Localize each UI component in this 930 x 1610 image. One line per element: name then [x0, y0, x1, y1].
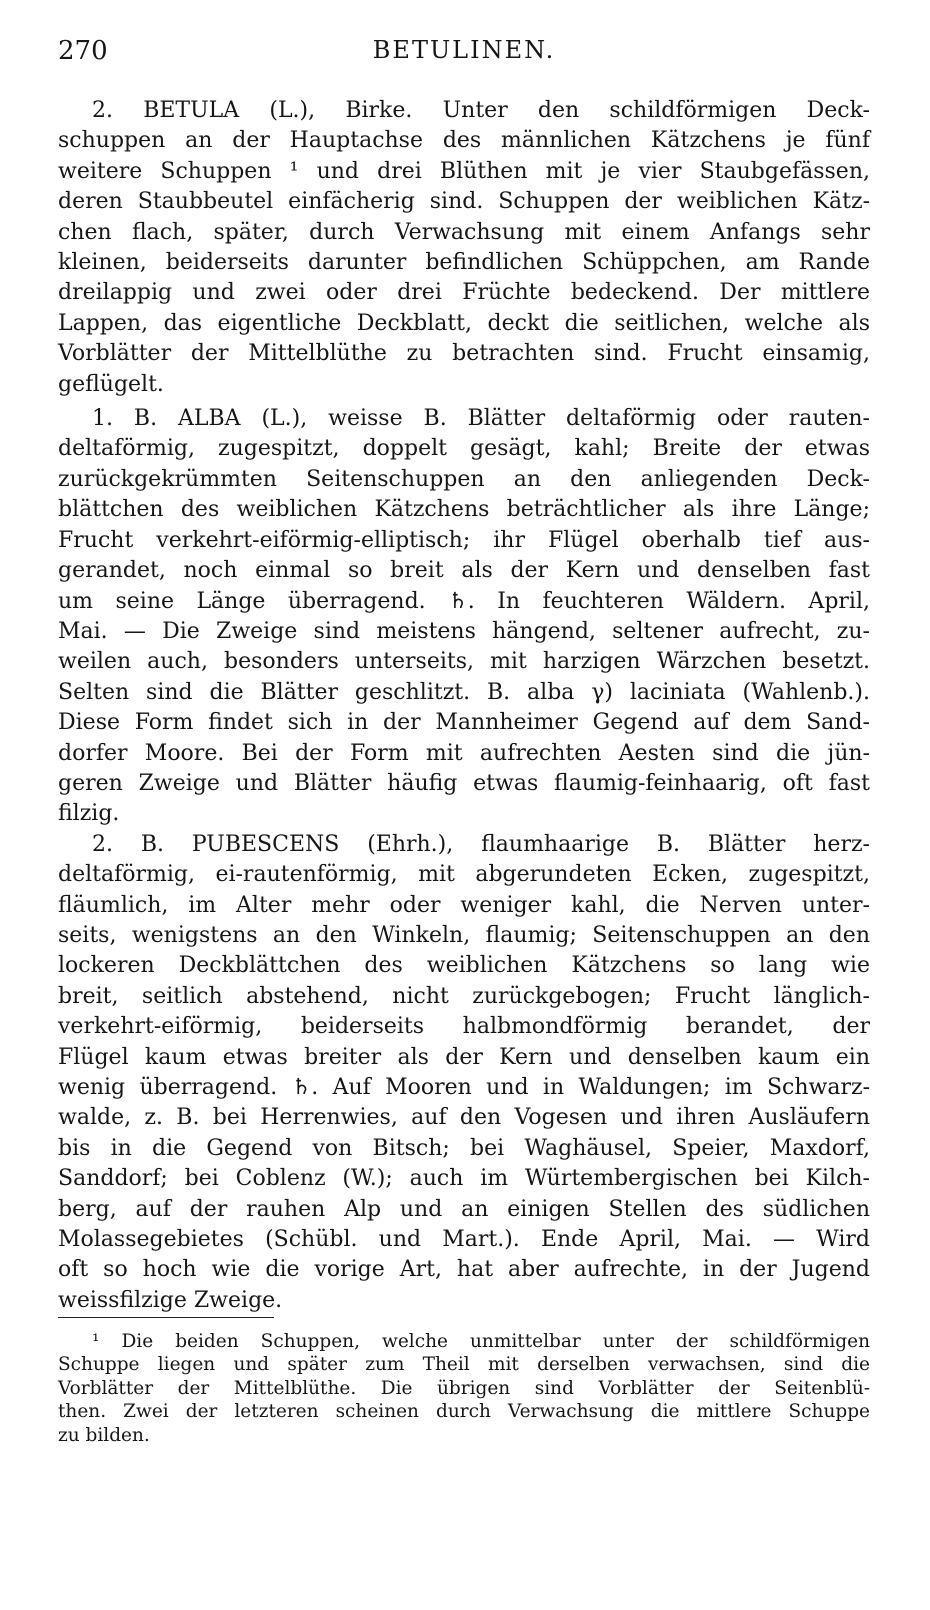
text-line: dreilappig und zwei oder drei Früchte bedeckend. Der mittlere	[58, 280, 870, 306]
text-line: bis in die Gegend von Bitsch; bei Waghäusel, Speier, Maxdorf,	[58, 1135, 870, 1161]
text-line: deltaförmig, ei-rautenförmig, mit abgerundeten Ecken, zugespitzt,	[58, 862, 870, 888]
text-line: fläumlich, im Alter mehr oder weniger kahl, die Nerven unter-	[58, 892, 870, 918]
footnote-line: zu bilden.	[58, 1424, 150, 1446]
text-line: 2. BETULA (L.), Birke. Unter den schildförmigen Deck-	[92, 98, 870, 123]
page-number: 270	[58, 36, 108, 66]
text-line: blättchen des weiblichen Kätzchens beträchtlicher als ihre Länge;	[58, 497, 870, 523]
text-line: Molassegebietes (Schübl. und Mart.). Ende April, Mai. — Wird	[58, 1227, 870, 1253]
text-line: oft so hoch wie die vorige Art, hat aber aufrechte, in der Jugend	[58, 1257, 870, 1283]
text-line: weilen auch, besonders unterseits, mit harzigen Wärzchen besetzt.	[58, 649, 870, 675]
footnote-line: ¹ Die beiden Schuppen, welche unmittelbar unter der schildförmigen	[92, 1331, 870, 1352]
footnote-divider	[58, 1317, 274, 1318]
text-line: deltaförmig, zugespitzt, doppelt gesägt, kahl; Breite der etwas	[58, 436, 870, 462]
text-line: filzig.	[58, 801, 120, 827]
text-line: dorfer Moore. Bei der Form mit aufrechten Aesten sind die jün-	[58, 740, 870, 766]
text-line: Mai. — Die Zweige sind meistens hängend, seltener aufrecht, zu-	[58, 618, 870, 644]
running-head: BETULINEN.	[372, 36, 556, 64]
text-line: Frucht verkehrt-eiförmig-elliptisch; ihr Flügel oberhalb tief aus-	[58, 527, 870, 553]
text-line: geflügelt.	[58, 371, 164, 397]
text-line: 1. B. ALBA (L.), weisse B. Blätter deltaförmig oder rauten-	[92, 406, 870, 432]
text-line: geren Zweige und Blätter häufig etwas flaumig-feinhaarig, oft fast	[58, 770, 870, 796]
text-line: Selten sind die Blätter geschlitzt. B. alba γ) laciniata (Wahlenb.).	[58, 679, 870, 705]
text-line: 2. B. PUBESCENS (Ehrh.), flaumhaarige B. Blätter herz-	[92, 831, 870, 857]
species-alba	[58, 404, 870, 830]
text-line: lockeren Deckblättchen des weiblichen Kätzchens so lang wie	[58, 953, 870, 979]
text-line: Lappen, das eigentliche Deckblatt, deckt die seitlichen, welche als	[58, 310, 870, 336]
text-line: verkehrt-eiförmig, beiderseits halbmondförmig berandet, der	[58, 1014, 870, 1040]
text-line: Flügel kaum etwas breiter als der Kern und denselben kaum ein	[58, 1044, 870, 1070]
footnote	[58, 1330, 870, 1447]
text-line: Sanddorf; bei Coblenz (W.); auch im Würtembergischen bei Kilch-	[58, 1166, 870, 1192]
footnote-line: then. Zwei der letzteren scheinen durch Verwachsung die mittlere Schuppe	[58, 1401, 870, 1423]
footnote-line: Schuppe liegen und später zum Theil mit derselben verwachsen, sind die	[58, 1354, 870, 1376]
text-line: zurückgekrümmten Seitenschuppen an den anliegenden Deck-	[58, 466, 870, 492]
text-line: breit, seitlich abstehend, nicht zurückgebogen; Frucht länglich-	[58, 983, 870, 1009]
text-line: walde, z. B. bei Herrenwies, auf den Vogesen und ihren Ausläufern	[58, 1105, 870, 1131]
species-pubescens	[58, 830, 870, 1317]
text-line: seits, wenigstens an den Winkeln, flaumig; Seitenschuppen an den	[58, 922, 870, 948]
text-line: kleinen, beiderseits darunter befindlichen Schüppchen, am Rande	[58, 250, 870, 276]
page-header	[58, 36, 870, 80]
text-line: weitere Schuppen ¹ und drei Blüthen mit je vier Staubgefässen,	[58, 158, 870, 184]
text-line: weissfilzige Zweige.	[58, 1287, 283, 1313]
text-line: berg, auf der rauhen Alp und an einigen Stellen des südlichen	[58, 1196, 870, 1222]
text-line: gerandet, noch einmal so breit als der Kern und denselben fast	[58, 558, 870, 584]
text-line: schuppen an der Hauptachse des männlichen Kätzchens je fünf	[58, 128, 870, 154]
body-text	[58, 96, 870, 1316]
text-line: wenig überragend. ♄. Auf Mooren und in Waldungen; im Schwarz-	[58, 1075, 870, 1100]
text-line: chen flach, später, durch Verwachsung mit einem Anfangs sehr	[58, 219, 870, 245]
genus-description	[58, 96, 870, 400]
text-line: deren Staubbeutel einfächerig sind. Schuppen der weiblichen Kätz-	[58, 189, 870, 215]
text-line: um seine Länge überragend. ♄. In feuchteren Wäldern. April,	[58, 588, 870, 614]
footnote-line: Vorblätter der Mittelblüthe. Die übrigen sind Vorblätter der Seitenblü-	[58, 1377, 870, 1399]
text-line: Vorblätter der Mittelblüthe zu betrachten sind. Frucht einsamig,	[58, 341, 870, 367]
text-line: Diese Form findet sich in der Mannheimer Gegend auf dem Sand-	[58, 710, 870, 736]
